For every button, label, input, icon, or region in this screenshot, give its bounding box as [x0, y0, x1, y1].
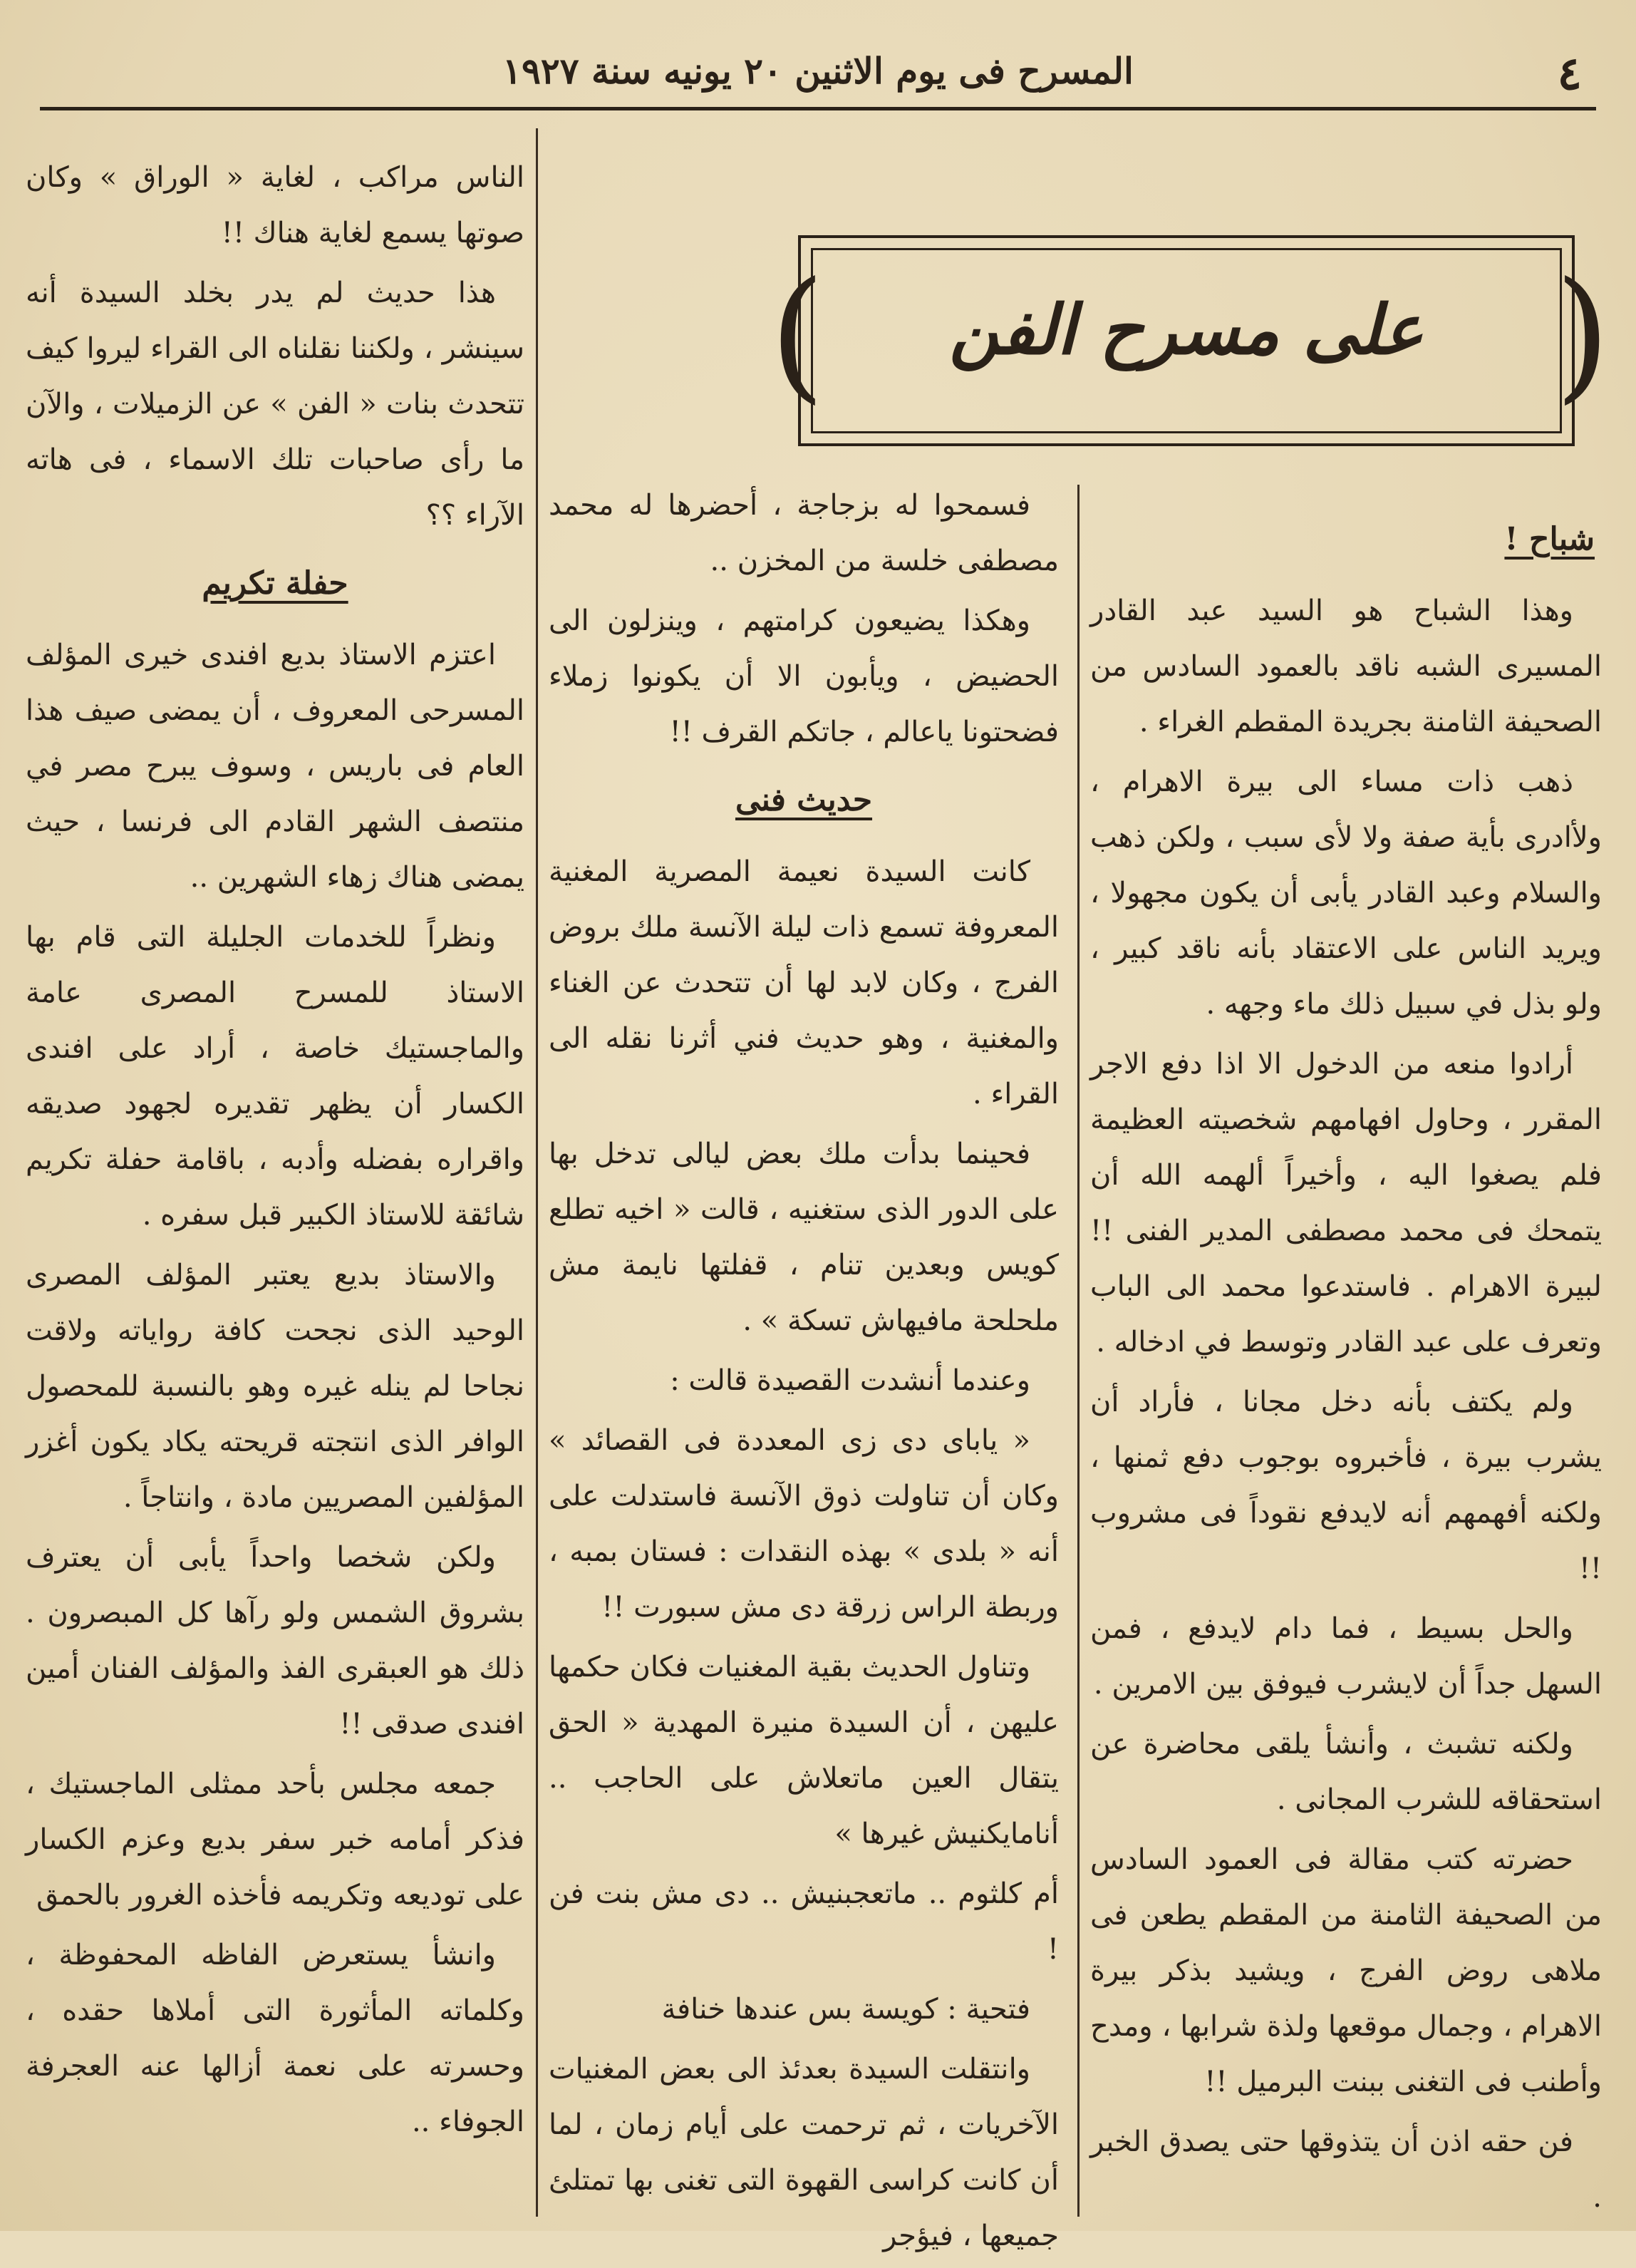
- paragraph: ولم يكتف بأنه دخل مجانا ، فأراد أن يشرب بيرة ، فأخبروه بوجوب دفع ثمنها ، ولكنه أفهمهم أنه لايدفع نقوداً فى مشروب !!: [1090, 1386, 1602, 1585]
- paragraph: والحل بسيط ، فما دام لايدفع ، فمن السهل جداً أن لايشرب فيوفق بين الامرين .: [1090, 1612, 1602, 1701]
- right-parenthesis-ornament: ): [1554, 252, 1610, 418]
- page-header: [40, 43, 1596, 100]
- paragraph: حضرته كتب مقالة فى العمود السادس من الصحيفة الثامنة من المقطم يطعن فى ملاهى روض الفرج ، ويشيد بذكر بيرة الاهرام ، وجمال موقعها ولذة شرابها ، ومدح وأطنب فى التغنى ببنت البرميل !!: [1090, 1843, 1602, 2098]
- right-column: [1090, 499, 1602, 2230]
- paragraph: وعندما أنشدت القصيدة قالت :: [670, 1364, 1030, 1397]
- paragraph: أم كلثوم .. ماتعجبنيش .. دى مش بنت فن !: [549, 1877, 1059, 1966]
- paragraph: ولكن شخصا واحداً يأبى أن يعترف بشروق الشمس ولو رآها كل المبصرون . ذلك هو العبقرى الفذ والمؤلف الفنان أمين افندى صدقى !!: [26, 1541, 524, 1741]
- banner-title: على مسرح الفن: [949, 289, 1424, 370]
- paragraph: « ياباى دى زى المعددة فى القصائد » وكان أن تناولت ذوق الآنسة فاستدلت على أنه « بلدى » بهذه النقدات : فستان بمبه ، وربطة الراس زرقة دى مش سبورت !!: [549, 1424, 1059, 1624]
- article-heading-haflat-takrim: حفلة تكريم: [202, 565, 348, 602]
- page-number: ٤: [1557, 47, 1582, 100]
- paragraph: جمعه مجلس بأحد ممثلى الماجستيك ، فذكر أمامه خبر سفر بديع وعزم الكسار على توديعه وتكريمه فأخذه الغرور بالحمق: [26, 1768, 524, 1912]
- paragraph: أرادوا منعه من الدخول الا اذا دفع الاجر المقرر ، وحاول افهامهم شخصيته العظيمة فلم يصغوا اليه ، وأخيراً ألهمه الله أن يتمحك فى محمد مصطفى المدير الفنى !! لبيرة الاهرام . فاستدعوا محمد الى الباب وتعرف على عبد القادر وتوسط في ادخاله .: [1090, 1048, 1602, 1359]
- paragraph: هذا حديث لم يدر بخلد السيدة أنه سينشر ، ولكننا نقلناه الى القراء ليروا كيف تتحدث بنات « الفن » عن الزميلات ، والآن ما رأى صاحبات تلك الاسماء ، فى هاته الآراء ؟؟: [26, 277, 524, 532]
- article-heading-shabbah: شباح !: [1504, 521, 1595, 557]
- left-column: [26, 150, 524, 2154]
- banner-frame: [798, 235, 1575, 446]
- paragraph: ونظراً للخدمات الجليلة التى قام بها الاستاذ للمسرح المصرى عامة والماجستيك خاصة ، أراد على افندى الكسار أن يظهر تقديره لجهود صديقه واقراره بفضله وأدبه ، باقامة حفلة تكريم شائقة للاستاذ الكبير قبل سفره .: [26, 921, 524, 1232]
- column-divider-left: [536, 128, 538, 2217]
- paragraph: والاستاذ بديع يعتبر المؤلف المصرى الوحيد الذى نجحت كافة رواياته ولاقت نجاحا لم ينله غيره وهو بالنسبة للمحصول الوافر الذى انتجته قريحته يكاد يكون أغزر المؤلفين المصريين مادة ، وانتاجاً .: [26, 1259, 524, 1514]
- paragraph: وانتقلت السيدة بعدئذ الى بعض المغنيات الآخريات ، ثم ترحمت على أيام زمان ، لما أن كانت كراسى القهوة التى تغنى بها تمتلئ جميعها ، فيؤجر: [549, 2053, 1059, 2252]
- paragraph: الناس مراكب ، لغاية « الوراق » وكان صوتها يسمع لغاية هناك !!: [26, 161, 524, 249]
- paragraph: فحينما بدأت ملك بعض ليالى تدخل بها على الدور الذى ستغنيه ، قالت « اخيه تطلع كويس وبعدين تنام ، قفلتها نايمة مش ملحلحة مافيهاش تسكة » .: [549, 1138, 1059, 1337]
- paragraph: ذهب ذات مساء الى بيرة الاهرام ، ولأادرى بأية صفة ولا لأى سبب ، ولكن ذهب والسلام وعبد القادر يأبى أن يكون مجهولا ، ويريد الناس على الاعتقاد بأنه ناقد كبير ، ولو بذل في سبيل ذلك ماء وجهه .: [1090, 766, 1602, 1021]
- column-divider-right: [1077, 485, 1080, 2217]
- paragraph: فن حقه اذن أن يتذوقها حتى يصدق الخبر .: [1090, 2125, 1602, 2214]
- left-parenthesis-ornament: (: [770, 252, 826, 418]
- paragraph: وهكذا يضيعون كرامتهم ، وينزلون الى الحضيض ، ويأبون الا أن يكونوا زملاء فضحتونا ياعالم ، جاتكم القرف !!: [549, 604, 1059, 748]
- paragraph: كانت السيدة نعيمة المصرية المغنية المعروفة تسمع ذات ليلة الآنسة ملك بروض الفرج ، وكان لابد لها أن تتحدث عن الغناء والمغنية ، وهو حديث فني أثرنا نقله الى القراء .: [549, 855, 1059, 1110]
- paragraph: اعتزم الاستاذ بديع افندى خيرى المؤلف المسرحى المعروف ، أن يمضى صيف هذا العام فى باريس ، وسوف يبرح مصر في منتصف الشهر القادم الى فرنسا ، حيث يمضى هناك زهاء الشهرين ..: [26, 639, 524, 894]
- header-rule: [40, 107, 1596, 110]
- paragraph: وتناول الحديث بقية المغنيات فكان حكمها عليهن ، أن السيدة منيرة المهدية « الحق يتقال العين ماتعلاش على الحاجب .. أنامايكنيش غيرها »: [549, 1651, 1059, 1850]
- masthead-title: المسرح فى يوم الاثنين ٢٠ يونيه سنة ١٩٢٧: [502, 50, 1134, 92]
- paragraph: فتحية : كويسة بس عندها خنافة: [661, 1993, 1030, 2026]
- paragraph: وانشأ يستعرض الفاظه المحفوظة ، وكلماته المأثورة التى أملاها حقده ، وحسرته على نعمة أزالها عنه العجرفة الجوفاء ..: [26, 1939, 524, 2138]
- paragraph: فسمحوا له بزجاجة ، أحضرها له محمد مصطفى خلسة من المخزن ..: [549, 489, 1059, 577]
- article-heading-hadith-fanni: حديث فنى: [735, 782, 873, 818]
- paragraph: وهذا الشباح هو السيد عبد القادر المسيرى الشبه ناقد بالعمود السادس من الصحيفة الثامنة بجريدة المقطم الغراء .: [1090, 594, 1602, 738]
- section-banner: [770, 235, 1610, 449]
- middle-column: [549, 478, 1059, 2268]
- paragraph: ولكنه تشبث ، وأنشأ يلقى محاضرة عن استحقاقه للشرب المجانى .: [1090, 1728, 1602, 1816]
